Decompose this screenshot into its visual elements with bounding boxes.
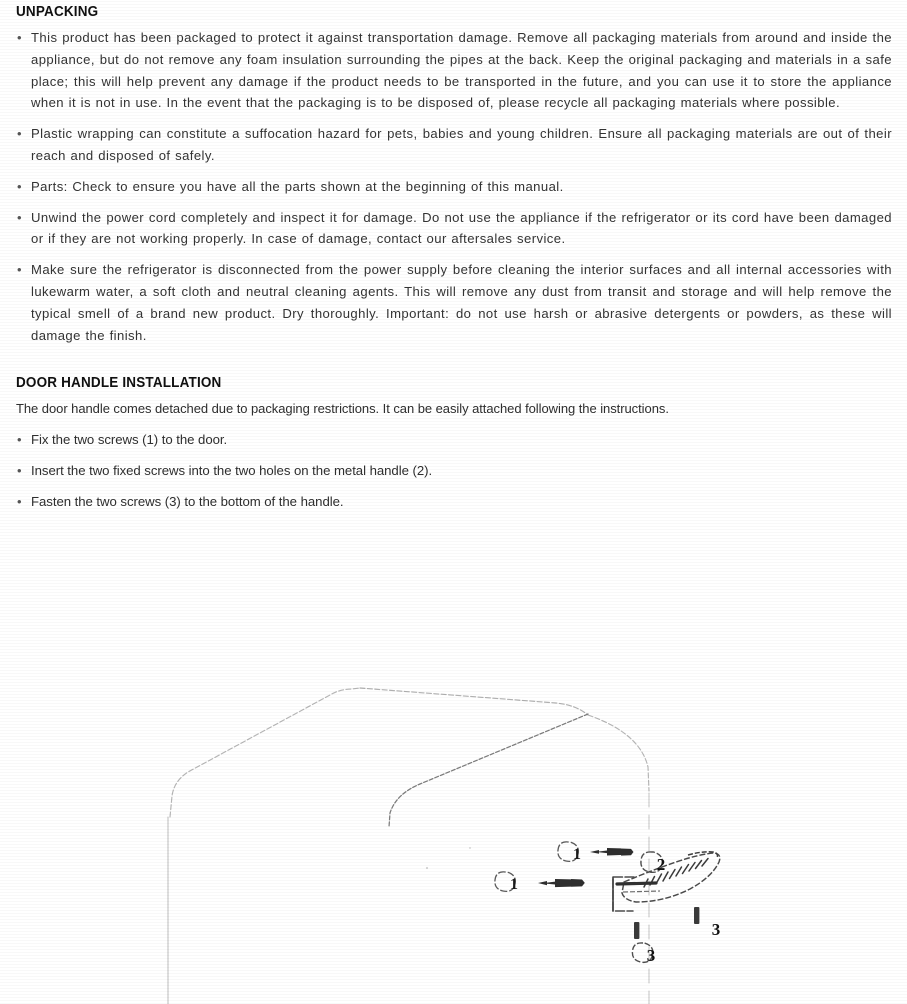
unpacking-heading: UNPACKING: [16, 4, 99, 20]
bullet-marker-icon: •: [17, 178, 22, 194]
door-handle-heading: DOOR HANDLE INSTALLATION: [16, 375, 222, 392]
unpacking-bullet-list: [16, 27, 892, 346]
list-item-text: Insert the two fixed screws into the two holes on the metal handle (2).: [31, 463, 433, 479]
bullet-marker-icon: •: [17, 494, 22, 510]
screw-body-lower: [538, 879, 571, 887]
bullet-marker-icon: •: [17, 30, 22, 45]
screw-vertical-icon: [694, 907, 699, 924]
list-item: [16, 207, 892, 251]
door-handle-lead-text: The door handle comes detached due to packaging restrictions. It can be easily attached following the instructions.: [16, 401, 669, 417]
door-handle-illustration: [0, 555, 907, 1004]
screw-vertical-icon: [634, 922, 639, 939]
fridge-door-fold: [389, 714, 588, 827]
section-unpacking: [16, 4, 892, 346]
list-item-text: Unwind the power cord completely and inspect it for damage. Do not use the appliance if the refrigerator or its cord have been damaged or if they are not working properly. In case of damage, contact our aftersales service.: [31, 209, 892, 247]
callout-1-lower-label: 1: [510, 876, 518, 893]
callout-1-upper-group: [558, 842, 581, 863]
scan-speckle: [426, 867, 428, 869]
screw-shaft-left: [634, 922, 639, 939]
bullet-marker-icon: •: [17, 126, 22, 142]
fridge-top-right-corner: [588, 715, 649, 791]
door-handle-lead-paragraph: [16, 398, 892, 419]
callout-3-left-group: [632, 943, 655, 965]
callout-3-right-group: [712, 920, 721, 939]
list-item-text: This product has been packaged to protect it against transportation damage. Remove all packaging materials from around and inside the appliance, but do not remove any foam insulation surrounding the pipes at the back. Keep the original packaging and materials in a safe place; this will help prevent any damage if the product needs to be transported in the future, and you can use it to store the appliance when it is not in use. In the event that the packaging is to be disposed of, please recycle all packaging materials where possible.: [31, 30, 892, 111]
door-handle-bullet-list: [16, 429, 892, 512]
bullet-marker-icon: •: [17, 262, 22, 278]
screw-icon: [538, 879, 585, 887]
callout-1-lower-group: [495, 872, 518, 893]
screw-body-upper: [590, 848, 621, 856]
list-item-text: Make sure the refrigerator is disconnected from the power supply before cleaning the interior surfaces and all internal accessories with lukewarm water, a soft cloth and neutral cleaning agents. This will remove any dust from transit and storage and will help remove the typical smell of a brand new product. Dry thoroughly. Important: do not use harsh or abrasive detergents or powders, as these will damage the finish.: [31, 262, 892, 343]
callout-3-left-label: 3: [646, 946, 656, 965]
callout-3-right-label: 3: [711, 920, 721, 939]
scan-speckle: [469, 847, 471, 849]
callout-1-upper-label: 1: [573, 846, 581, 863]
list-item-text: Fix the two screws (1) to the door.: [31, 432, 228, 448]
callout-2-group: [641, 852, 665, 874]
list-item: [16, 27, 892, 114]
text-column: [16, 4, 892, 522]
screw-shaft-right: [694, 907, 699, 924]
list-item: [16, 123, 892, 167]
handle-mount-plate: [617, 883, 656, 884]
screw-head-lower: [571, 879, 585, 887]
bullet-marker-icon: •: [17, 463, 22, 479]
list-item-text: Parts: Check to ensure you have all the parts shown at the beginning of this manual.: [31, 178, 564, 194]
section-door-handle-installation: [16, 375, 892, 512]
list-item: [16, 259, 892, 346]
list-item: [16, 429, 892, 450]
list-item-text: Fasten the two screws (3) to the bottom of the handle.: [31, 494, 344, 510]
handle-mount-shadow: [623, 891, 660, 892]
bullet-marker-icon: •: [17, 432, 22, 448]
screw-head-upper: [621, 849, 634, 856]
list-item-text: Plastic wrapping can constitute a suffocation hazard for pets, babies and young children. Ensure all packaging materials are out of their reach and disposed of safely.: [31, 126, 892, 163]
fridge-top-ridge: [360, 688, 588, 715]
fridge-top-left-edge: [170, 688, 360, 817]
illustration-svg: [0, 555, 907, 1004]
list-item: [16, 491, 892, 512]
list-item: [16, 460, 892, 481]
list-item: [16, 176, 892, 198]
bullet-marker-icon: •: [17, 209, 22, 225]
callout-2-label: 2: [656, 855, 666, 874]
screw-icon: [590, 848, 634, 856]
